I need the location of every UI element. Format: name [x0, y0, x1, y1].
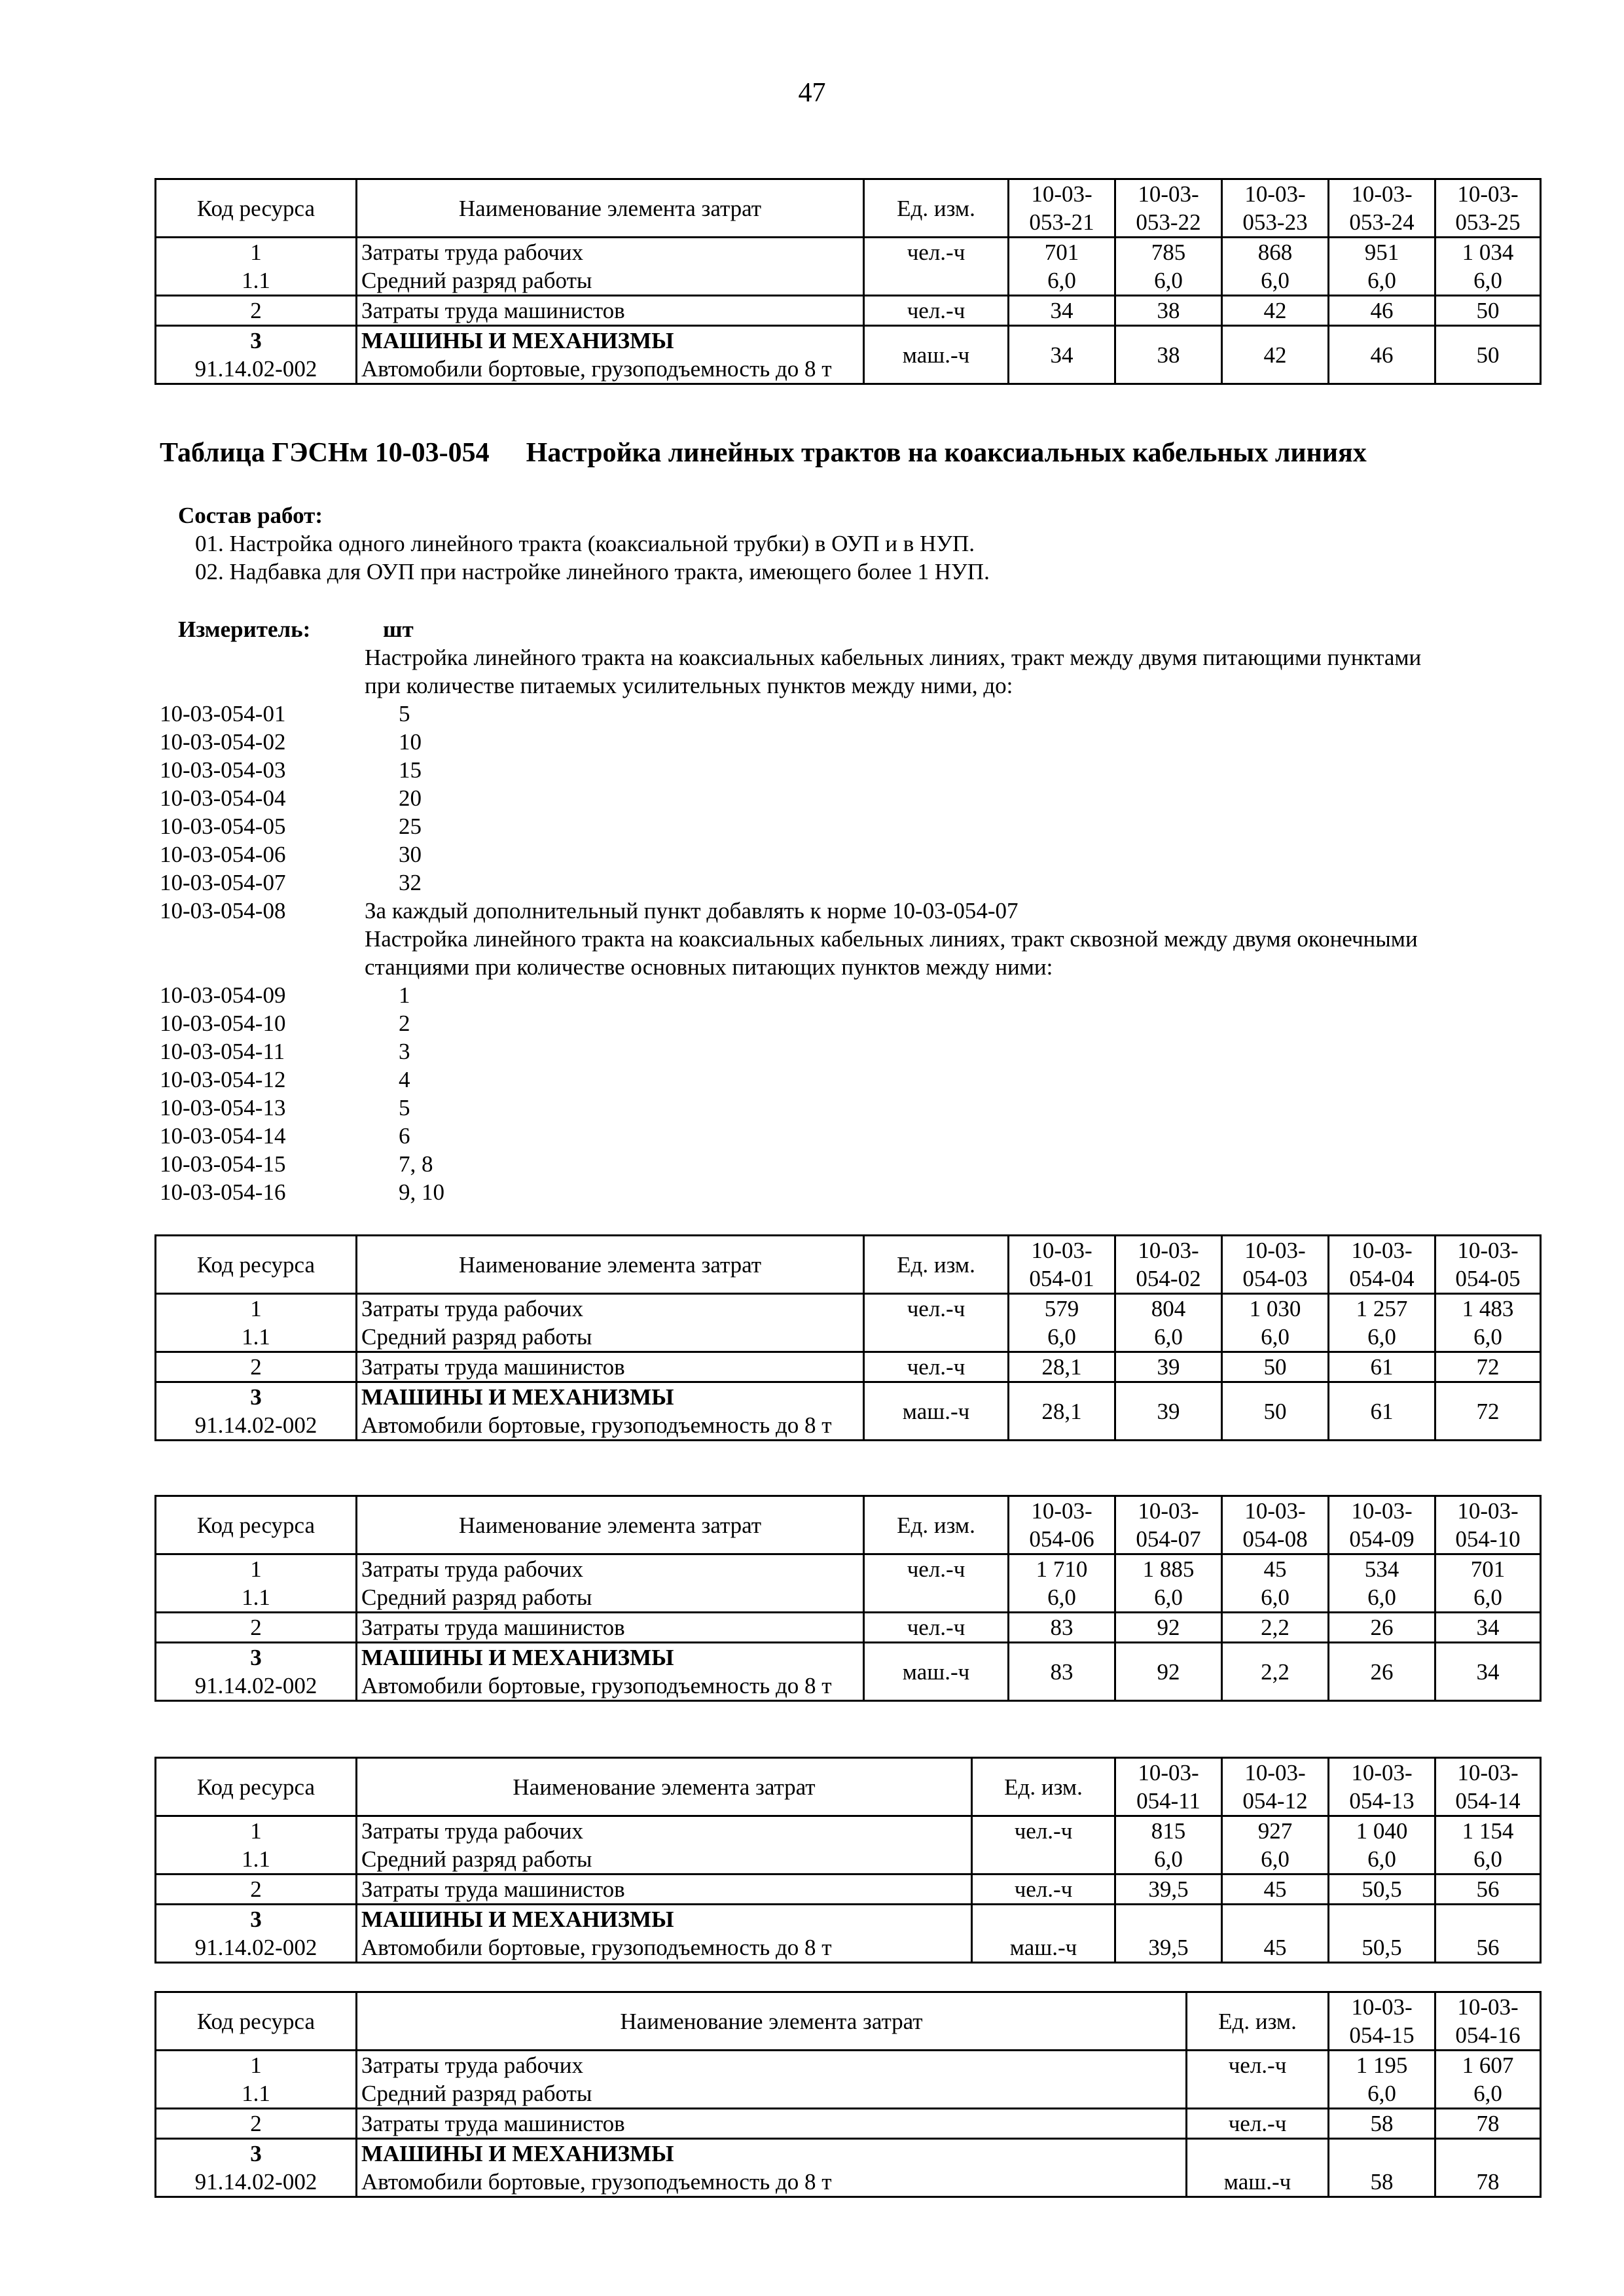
value-cell: 83 [1009, 1613, 1115, 1643]
resource-unit: чел.-ч [864, 238, 1009, 296]
resource-name: МАШИНЫ И МЕХАНИЗМЫ Автомобили бортовые, грузоподъемность до 8 т [357, 326, 864, 384]
value-cell: 78 [1435, 2139, 1541, 2197]
measure-item [160, 1066, 1541, 1094]
value-cell: 72 [1435, 1352, 1541, 1382]
resource-name: Затраты труда машинистов [357, 296, 864, 326]
header-unit: Ед. изм. [864, 179, 1009, 238]
resource-unit: маш.-ч [864, 1382, 1009, 1441]
value-cell: 39 [1115, 1382, 1222, 1441]
measure-desc: Настройка линейного тракта на коаксиальных кабельных линиях, тракт между двумя питающими пунктами [365, 645, 1422, 670]
header-norm-col: 10-03- 054-04 [1329, 1236, 1435, 1294]
header-norm-col: 10-03- 053-21 [1009, 179, 1115, 238]
resource-name: Затраты труда машинистов [357, 1613, 864, 1643]
header-norm-col: 10-03- 054-12 [1222, 1758, 1329, 1816]
works-heading: Состав работ: [178, 503, 323, 528]
norm-code: 10-03-054-12 [160, 1067, 286, 1092]
norm-value: 5 [399, 1095, 410, 1121]
table-row [156, 1382, 1541, 1441]
value-cell: 56 [1435, 1905, 1541, 1963]
table-row [156, 296, 1541, 326]
value-cell: 92 [1115, 1643, 1222, 1701]
resource-unit: чел.-ч [864, 1352, 1009, 1382]
measure-item [160, 756, 1541, 784]
header-norm-col: 10-03- 054-06 [1009, 1496, 1115, 1554]
header-code: Код ресурса [156, 1496, 357, 1554]
value-cell: 92 [1115, 1613, 1222, 1643]
header-norm-col: 10-03- 053-25 [1435, 179, 1541, 238]
resource-name: МАШИНЫ И МЕХАНИЗМЫ Автомобили бортовые, грузоподъемность до 8 т [357, 2139, 1187, 2197]
resource-table-053 [154, 178, 1542, 385]
header-name: Наименование элемента затрат [357, 1496, 864, 1554]
value-cell: 78 [1435, 2109, 1541, 2139]
value-cell: 72 [1435, 1382, 1541, 1441]
norm-code: 10-03-054-02 [160, 729, 286, 755]
measure-item [160, 981, 1541, 1009]
header-norm-col: 10-03- 054-01 [1009, 1236, 1115, 1294]
header-unit: Ед. изм. [864, 1236, 1009, 1294]
value-cell: 56 [1435, 1874, 1541, 1905]
resource-name: Затраты труда рабочих Средний разряд работы [357, 1554, 864, 1613]
header-norm-col: 10-03- 054-10 [1435, 1496, 1541, 1554]
resource-name: Затраты труда машинистов [357, 1352, 864, 1382]
table-row [156, 1352, 1541, 1382]
table-row [156, 2051, 1541, 2109]
resource-name: Затраты труда рабочих Средний разряд работы [357, 1816, 972, 1874]
table-row [156, 2109, 1541, 2139]
measure-label: Измеритель: [178, 617, 311, 642]
measure-item [160, 1150, 1541, 1178]
value-cell: 34 [1435, 1613, 1541, 1643]
table-row [156, 2139, 1541, 2197]
resource-code: 1 1.1 [156, 238, 357, 296]
table-title [160, 437, 1367, 469]
value-cell: 1 885 6,0 [1115, 1554, 1222, 1613]
value-cell: 46 [1329, 326, 1435, 384]
value-cell: 2,2 [1222, 1643, 1329, 1701]
resource-table-054-06-10 [154, 1495, 1542, 1702]
resource-code: 2 [156, 1352, 357, 1382]
header-row [156, 1236, 1541, 1294]
value-cell: 28,1 [1009, 1382, 1115, 1441]
norm-value: 25 [399, 814, 422, 839]
header-norm-col: 10-03- 054-13 [1329, 1758, 1435, 1816]
value-cell: 1 040 6,0 [1329, 1816, 1435, 1874]
header-code: Код ресурса [156, 1758, 357, 1816]
value-cell: 34 [1009, 326, 1115, 384]
resource-name: Затраты труда машинистов [357, 1874, 972, 1905]
norm-extra-text: За каждый дополнительный пункт добавлять к норме 10-03-054-07 [365, 898, 1019, 924]
value-cell: 46 [1329, 296, 1435, 326]
work-item: 02. Надбавка для ОУП при настройке линейного тракта, имеющего более 1 НУП. [195, 559, 990, 584]
header-norm-col: 10-03- 054-11 [1115, 1758, 1222, 1816]
page-number: 47 [798, 78, 826, 108]
value-cell: 45 6,0 [1222, 1554, 1329, 1613]
resource-unit: чел.-ч [972, 1874, 1115, 1905]
norm-value: 15 [399, 757, 422, 783]
value-cell: 50,5 [1329, 1905, 1435, 1963]
header-norm-col: 10-03- 053-24 [1329, 179, 1435, 238]
value-cell: 45 [1222, 1905, 1329, 1963]
measure-item [160, 784, 1541, 812]
measure-item [160, 1122, 1541, 1150]
value-cell: 34 [1435, 1643, 1541, 1701]
resource-unit: маш.-ч [864, 1643, 1009, 1701]
value-cell: 28,1 [1009, 1352, 1115, 1382]
header-unit: Ед. изм. [1187, 1992, 1329, 2051]
resource-code: 2 [156, 296, 357, 326]
header-norm-col: 10-03- 053-22 [1115, 179, 1222, 238]
value-cell: 42 [1222, 326, 1329, 384]
resource-code: 2 [156, 1613, 357, 1643]
resource-name: Затраты труда рабочих Средний разряд работы [357, 238, 864, 296]
resource-code: 3 91.14.02-002 [156, 326, 357, 384]
norm-code: 10-03-054-05 [160, 814, 286, 839]
norm-value: 1 [399, 982, 410, 1008]
resource-code: 3 91.14.02-002 [156, 1905, 357, 1963]
resource-code: 2 [156, 1874, 357, 1905]
header-unit: Ед. изм. [972, 1758, 1115, 1816]
table-name: Настройка линейных трактов на коаксиальных кабельных линиях [526, 438, 1367, 468]
resource-code: 3 91.14.02-002 [156, 1643, 357, 1701]
header-norm-col: 10-03- 054-14 [1435, 1758, 1541, 1816]
value-cell: 701 6,0 [1009, 238, 1115, 296]
value-cell: 1 034 6,0 [1435, 238, 1541, 296]
norm-value: 20 [399, 785, 422, 811]
resource-code: 1 1.1 [156, 1554, 357, 1613]
measure-item [160, 812, 1541, 840]
value-cell: 815 6,0 [1115, 1816, 1222, 1874]
value-cell: 804 6,0 [1115, 1294, 1222, 1352]
header-norm-col: 10-03- 054-08 [1222, 1496, 1329, 1554]
table-row [156, 326, 1541, 384]
measure-desc: Настройка линейного тракта на коаксиальных кабельных линиях, тракт сквозной между двумя оконечными [365, 926, 1418, 952]
resource-name: МАШИНЫ И МЕХАНИЗМЫ Автомобили бортовые, грузоподъемность до 8 т [357, 1382, 864, 1441]
measure-desc: при количестве питаемых усилительных пунктов между ними, до: [365, 673, 1013, 698]
header-name: Наименование элемента затрат [357, 1236, 864, 1294]
resource-name: Затраты труда рабочих Средний разряд работы [357, 1294, 864, 1352]
value-cell: 39,5 [1115, 1905, 1222, 1963]
header-norm-col: 10-03- 054-09 [1329, 1496, 1435, 1554]
resource-code: 1 1.1 [156, 2051, 357, 2109]
header-name: Наименование элемента затрат [357, 1758, 972, 1816]
norm-code: 10-03-054-15 [160, 1151, 286, 1177]
resource-code: 1 1.1 [156, 1294, 357, 1352]
norm-value: 9, 10 [399, 1179, 444, 1205]
norm-value: 5 [399, 701, 410, 726]
value-cell: 50 [1435, 296, 1541, 326]
norm-value: 2 [399, 1011, 410, 1036]
resource-unit: маш.-ч [864, 326, 1009, 384]
header-norm-col: 10-03- 054-03 [1222, 1236, 1329, 1294]
value-cell: 1 257 6,0 [1329, 1294, 1435, 1352]
resource-unit: чел.-ч [1187, 2109, 1329, 2139]
value-cell: 1 710 6,0 [1009, 1554, 1115, 1613]
value-cell: 26 [1329, 1613, 1435, 1643]
measure-unit-row [160, 615, 1541, 643]
value-cell: 579 6,0 [1009, 1294, 1115, 1352]
measure-item [160, 1037, 1541, 1066]
norm-code: 10-03-054-14 [160, 1123, 286, 1149]
value-cell: 50 [1435, 326, 1541, 384]
resource-table-054-15-16 [154, 1991, 1542, 2198]
resource-table-054-11-14 [154, 1757, 1542, 1964]
resource-code: 1 1.1 [156, 1816, 357, 1874]
value-cell: 42 [1222, 296, 1329, 326]
norm-value: 6 [399, 1123, 410, 1149]
table-row [156, 1294, 1541, 1352]
header-row [156, 1758, 1541, 1816]
header-norm-col: 10-03- 054-15 [1329, 1992, 1435, 2051]
norm-value: 4 [399, 1067, 410, 1092]
value-cell: 26 [1329, 1643, 1435, 1701]
table-row [156, 1613, 1541, 1643]
norm-code: 10-03-054-10 [160, 1011, 286, 1036]
value-cell: 868 6,0 [1222, 238, 1329, 296]
norm-value: 10 [399, 729, 422, 755]
header-row [156, 179, 1541, 238]
header-norm-col: 10-03- 054-02 [1115, 1236, 1222, 1294]
measure-item [160, 1009, 1541, 1037]
norm-code: 10-03-054-16 [160, 1179, 286, 1205]
header-norm-col: 10-03- 054-05 [1435, 1236, 1541, 1294]
header-name: Наименование элемента затрат [357, 179, 864, 238]
table-row [156, 1905, 1541, 1963]
value-cell: 785 6,0 [1115, 238, 1222, 296]
header-unit: Ед. изм. [864, 1496, 1009, 1554]
measure-item [160, 1178, 1541, 1206]
measure-item [160, 869, 1541, 897]
table-row [156, 238, 1541, 296]
measure-section [160, 615, 1541, 1206]
value-cell: 1 483 6,0 [1435, 1294, 1541, 1352]
norm-value: 7, 8 [399, 1151, 433, 1177]
resource-code: 3 91.14.02-002 [156, 2139, 357, 2197]
resource-name: Затраты труда рабочих Средний разряд работы [357, 2051, 1187, 2109]
value-cell: 39 [1115, 1352, 1222, 1382]
norm-code: 10-03-054-06 [160, 842, 286, 867]
value-cell: 83 [1009, 1643, 1115, 1701]
value-cell: 58 [1329, 2109, 1435, 2139]
value-cell: 58 [1329, 2139, 1435, 2197]
value-cell: 50,5 [1329, 1874, 1435, 1905]
value-cell: 1 154 6,0 [1435, 1816, 1541, 1874]
norm-value: 3 [399, 1039, 410, 1064]
table-row [156, 1554, 1541, 1613]
header-code: Код ресурса [156, 179, 357, 238]
resource-unit: чел.-ч [864, 296, 1009, 326]
header-code: Код ресурса [156, 1992, 357, 2051]
resource-name: Затраты труда машинистов [357, 2109, 1187, 2139]
resource-name: МАШИНЫ И МЕХАНИЗМЫ Автомобили бортовые, грузоподъемность до 8 т [357, 1643, 864, 1701]
measure-item [160, 1094, 1541, 1122]
value-cell: 45 [1222, 1874, 1329, 1905]
value-cell: 701 6,0 [1435, 1554, 1541, 1613]
value-cell: 927 6,0 [1222, 1816, 1329, 1874]
resource-unit: маш.-ч [972, 1905, 1115, 1963]
measure-item [160, 700, 1541, 728]
norm-code: 10-03-054-07 [160, 870, 286, 895]
table-row [156, 1874, 1541, 1905]
measure-item [160, 840, 1541, 869]
resource-code: 2 [156, 2109, 357, 2139]
header-code: Код ресурса [156, 1236, 357, 1294]
header-name: Наименование элемента затрат [357, 1992, 1187, 2051]
measure-unit: шт [383, 617, 414, 642]
value-cell: 34 [1009, 296, 1115, 326]
resource-unit: чел.-ч [864, 1613, 1009, 1643]
resource-table-054-01-05 [154, 1234, 1542, 1441]
value-cell: 61 [1329, 1382, 1435, 1441]
norm-code: 10-03-054-03 [160, 757, 286, 783]
resource-unit: чел.-ч [972, 1816, 1115, 1874]
resource-unit: чел.-ч [1187, 2051, 1329, 2109]
norm-value: 32 [399, 870, 422, 895]
norm-code: 10-03-054-09 [160, 982, 286, 1008]
value-cell: 61 [1329, 1352, 1435, 1382]
value-cell: 2,2 [1222, 1613, 1329, 1643]
resource-unit: маш.-ч [1187, 2139, 1329, 2197]
measure-desc: станциями при количестве основных питающих пунктов между ними: [365, 954, 1053, 980]
header-row [156, 1992, 1541, 2051]
value-cell: 50 [1222, 1352, 1329, 1382]
work-item: 01. Настройка одного линейного тракта (коаксиальной трубки) в ОУП и в НУП. [195, 531, 975, 556]
norm-code: 10-03-054-08 [160, 898, 286, 924]
header-norm-col: 10-03- 054-16 [1435, 1992, 1541, 2051]
resource-code: 3 91.14.02-002 [156, 1382, 357, 1441]
norm-code: 10-03-054-11 [160, 1039, 285, 1064]
measure-item [160, 728, 1541, 756]
value-cell: 951 6,0 [1329, 238, 1435, 296]
norm-code: 10-03-054-13 [160, 1095, 286, 1121]
value-cell: 50 [1222, 1382, 1329, 1441]
norm-value: 30 [399, 842, 422, 867]
resource-name: МАШИНЫ И МЕХАНИЗМЫ Автомобили бортовые, грузоподъемность до 8 т [357, 1905, 972, 1963]
norm-code: 10-03-054-01 [160, 701, 286, 726]
value-cell: 1 195 6,0 [1329, 2051, 1435, 2109]
measure-item [160, 897, 1541, 925]
header-norm-col: 10-03- 053-23 [1222, 179, 1329, 238]
value-cell: 38 [1115, 326, 1222, 384]
norm-code: 10-03-054-04 [160, 785, 286, 811]
resource-unit: чел.-ч [864, 1554, 1009, 1613]
value-cell: 39,5 [1115, 1874, 1222, 1905]
value-cell: 1 607 6,0 [1435, 2051, 1541, 2109]
value-cell: 1 030 6,0 [1222, 1294, 1329, 1352]
value-cell: 534 6,0 [1329, 1554, 1435, 1613]
table-row [156, 1643, 1541, 1701]
table-number: Таблица ГЭСНм 10-03-054 [160, 438, 490, 468]
works-section [178, 501, 990, 586]
table-row [156, 1816, 1541, 1874]
header-row [156, 1496, 1541, 1554]
header-norm-col: 10-03- 054-07 [1115, 1496, 1222, 1554]
resource-unit: чел.-ч [864, 1294, 1009, 1352]
value-cell: 38 [1115, 296, 1222, 326]
